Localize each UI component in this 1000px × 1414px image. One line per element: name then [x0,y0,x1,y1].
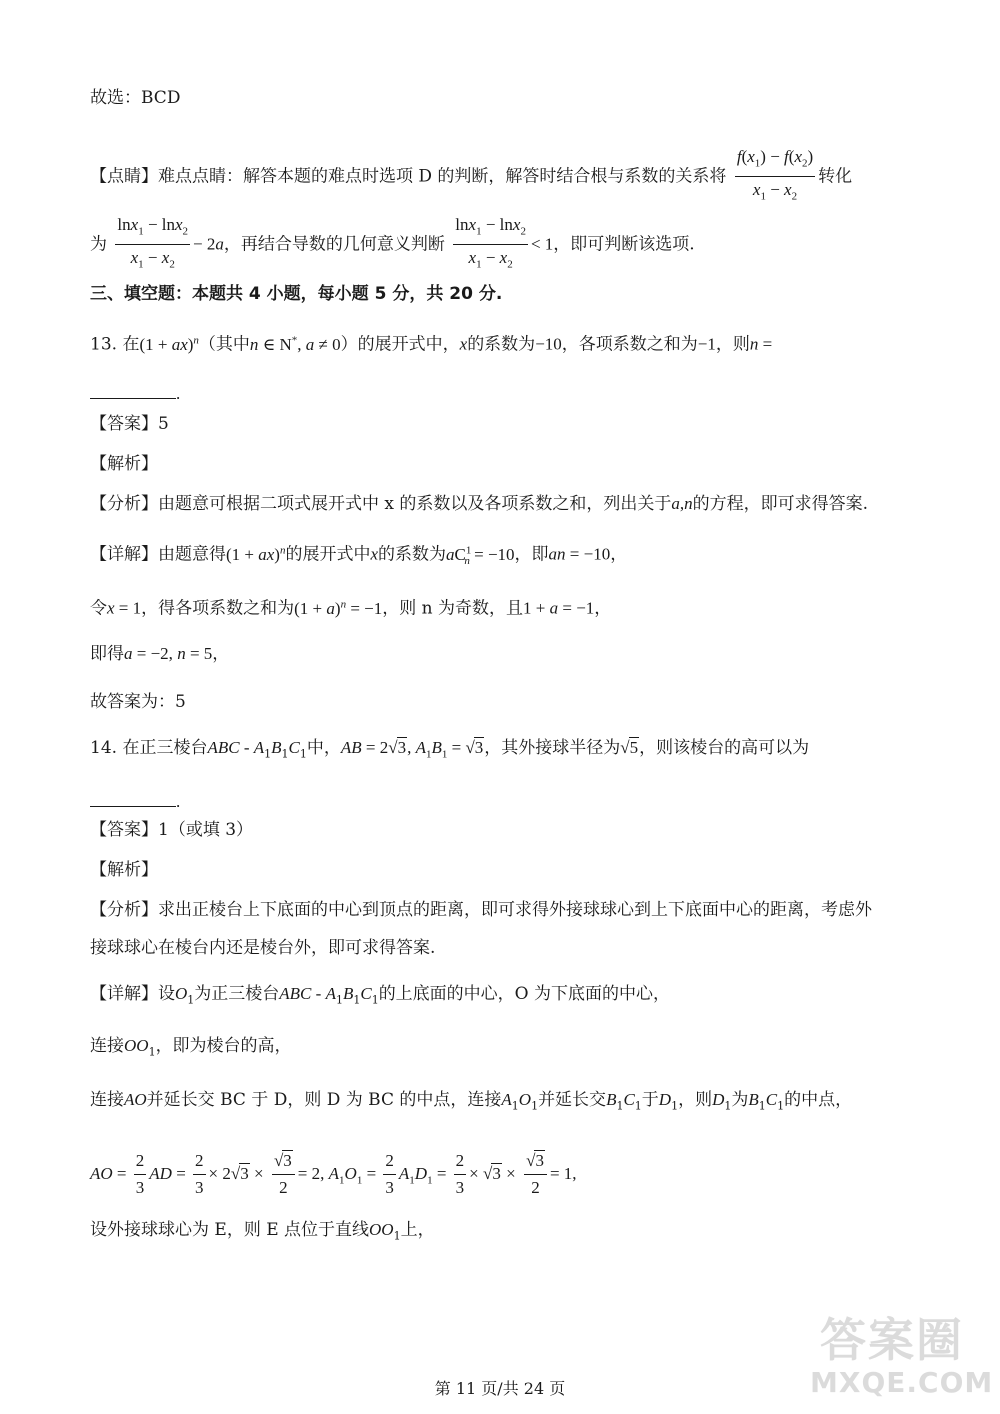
answer-blank-14 [90,790,176,807]
lianjie-2-c: 并延长交 [538,1090,607,1110]
choice-line [90,86,180,110]
q14-no: 14. 在正三棱台 [90,738,208,758]
q13-blank-line: . [90,382,180,406]
watermark-site: MXQE.COM [810,1366,994,1399]
lianjie-2-a: 连接 [90,1090,124,1110]
ling-mid: ，得各项系数之和为 [141,598,295,619]
gudaan-13: 故答案为：5 [90,692,186,712]
watermark-logo-text: 答案圈 [820,1313,964,1367]
jide-line: 即得a = −2, n = 5， [90,644,230,664]
q13-line: 13. 在(1 + ax)$^n$（其中n ∈ N*, a ≠ 0）的展开式中，x的系数为−10，各项系数之和为−1，则n = [90,334,773,355]
q14-blank-line: . [90,790,180,814]
q14-mid2: ，其外接球半径为 [484,738,621,758]
hint-tag: 【点睛】 [90,166,158,187]
hint2-mid: ，再结合导数的几何意义判断 [223,234,445,255]
q14-line: 14. 在正三棱台ABC - $A_1B_1C_1$中，AB = 2√3, $A_1B_1 = √3$，其外接球半径为√5，则该棱台的高可以为 [90,738,810,761]
sheqiu-end: 上， [400,1220,435,1240]
jide-pre: 即得 [90,644,124,664]
q14-mid1: 中， [306,738,341,758]
lianjie-2-d: 于 [641,1090,659,1110]
answer-14: 【答案】1（或填 3） [90,820,254,840]
hint-end: 转化 [818,166,853,187]
watermark-logo [810,1296,994,1406]
q13-no: 13. 在 [90,334,140,355]
xiangjie-13-mid2: 的系数为 [378,544,447,565]
xiangjie-14-mid: 为正三棱台 [194,984,280,1004]
q13-mid5: ，则 [715,334,750,355]
lianjie-1-pre: 连接 [90,1036,124,1056]
xiangjie-14: 【详解】设$O_1$为正三棱台ABC - $A_1B_1C_1$的上底面的中心，O 为下底面的中心， [90,984,671,1007]
hint2-line: 为 $\frac{\ln x_1 - \ln x_2}{x_1 - x_2}$ − 2a，再结合导数的几何意义判断 $\frac{\ln x_1 - \ln x_2}{x_1 - x_2}$ < 1，即可判断该选项. [90,214,695,276]
jiexi-14: 【解析】 [90,860,158,880]
lianjie-1: 连接$OO_1$，即为棱台的高， [90,1036,292,1059]
hint2-pre: 为 [90,234,107,255]
lianjie-1-end: ，即为棱台的高， [155,1036,292,1056]
hint-fraction: $\frac{f(x_1) - f(x_2)}{x_1 - x_2}$ [736,147,814,203]
ln-fraction-2: $\frac{\ln x_1 - \ln x_2}{x_1 - x_2}$ [455,215,526,271]
q13-mid1: （其中 [198,334,250,355]
fenxi-13-text: 【分析】由题意可根据二项式展开式中 x 的系数以及各项系数之和，列出关于 [90,494,672,514]
sheqiu-line: 设外接球球心为 E，则 E 点位于直线$OO_1$上， [90,1220,435,1243]
ling-mid2: ，则 n 为奇数，且 [382,598,524,619]
xiangjie-14-mid2: 的上底面的中心，O 为下底面的中心， [378,984,671,1004]
q13-mid3: 的系数为 [467,334,536,355]
q13-mid2: ）的展开式中， [340,334,460,355]
fenxi-13: 【分析】由题意可根据二项式展开式中 x 的系数以及各项系数之和，列出关于a,n的方程，即可求得答案. [90,494,869,514]
page-footer: 第 11 页/共 24 页 [434,1379,566,1398]
ling-line: 令x = 1，得各项系数之和为$(1 + a)^n = -1$，则 n 为奇数，且1 + a = −1， [90,598,612,619]
xiangjie-13-pre: 【详解】由题意得 [90,544,226,565]
xiangjie-13-mid3: ，即 [514,544,549,565]
ao-equation: AO = $\frac{2}{3}$ AD = $\frac{2}{3}$ × 2√3 × $\frac{√3}{2}$ = 2, $A_1O_1$ = $\frac{2}{3}$ $A_1D_1$ = $\frac{2}{3}$ × √3 × $\frac{√3}{2}$ = 1, [90,1151,577,1197]
fenxi-14-a: 【分析】求出正棱台上下底面的中心到顶点的距离，即可求得外接球球心到上下底面中心的距离，考虑外 [90,900,872,920]
q14-end: ，则该棱台的高可以为 [639,738,810,758]
jiexi-13: 【解析】 [90,454,158,474]
hint2-end: ，即可判断该选项. [553,234,695,255]
xiangjie-13: 【详解】由题意得(1 + ax)$^n$的展开式中x的系数为$aC^1_n = -10$，即an = −10， [90,544,628,568]
sheqiu-pre: 设外接球球心为 E，则 E 点位于直线 [90,1220,370,1240]
ln-fraction: $\frac{\ln x_1 - \ln x_2}{x_1 - x_2}$ [117,215,189,271]
choice-text: 故选：BCD [90,88,181,108]
ling-pre: 令 [90,598,107,619]
hint-line [90,146,852,208]
lianjie-2-f: 为 [731,1090,749,1110]
lianjie-2: 连接AO并延长交 BC 于 D，则 D 为 BC 的中点，连接$A_1O_1$并延长交$B_1C_1$于$D_1$，则$D_1$为$B_1C_1$的中点， [90,1090,853,1113]
q13-mid4: ，各项系数之和为 [561,334,698,355]
answer-blank [90,382,176,399]
lianjie-2-e: ，则 [678,1090,713,1110]
answer-13: 【答案】5 [90,414,169,434]
section-heading: 三、填空题：本题共 4 小题，每小题 5 分，共 20 分. [90,284,503,304]
hint-text: 难点点睛：解答本题的难点时选项 D 的判断，解答时结合根与系数的关系将 [158,166,727,187]
xiangjie-14-pre: 【详解】设 [90,984,175,1004]
lianjie-2-b: 并延长交 BC 于 D，则 D 为 BC 的中点，连接 [146,1090,502,1110]
xiangjie-13-mid: 的展开式中 [285,544,371,565]
lianjie-2-g: 的中点， [784,1090,853,1110]
fenxi-13-end: 的方程，即可求得答案. [692,494,869,514]
fenxi-14-b: 接球球心在棱台内还是棱台外，即可求得答案. [90,938,436,958]
